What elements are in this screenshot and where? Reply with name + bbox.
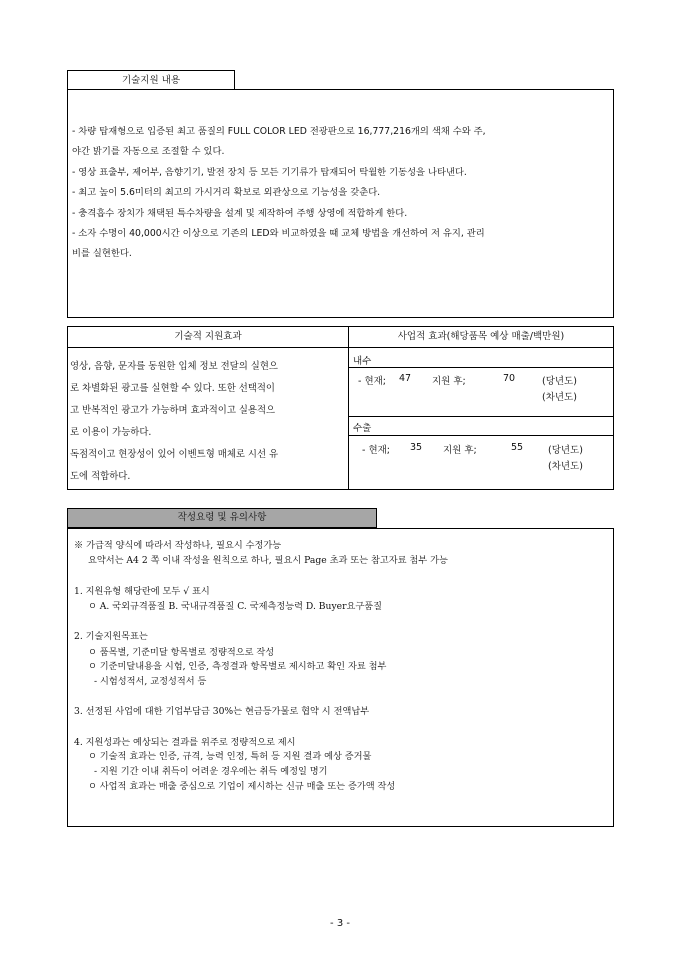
tech-support-line: - 충격흡수 장치가 채택된 특수차량을 설계 및 제작하여 주행 상영에 적합하게 한다.	[72, 207, 408, 219]
export-after-value: 55	[511, 442, 524, 453]
export-year-next: (차년도)	[548, 461, 583, 472]
guide-title: 작성요령 및 유의사항	[67, 508, 377, 528]
guide-line: ㅇ 기술적 효과는 인증, 규격, 능력 인정, 특허 등 지원 결과 예상 증거물	[88, 751, 372, 762]
tech-support-line: - 영상 표출부, 제어부, 음향기기, 발전 장치 등 모든 기기류가 탑재되어 탁월한 기동성을 나타낸다.	[72, 166, 467, 178]
table-divider	[348, 327, 349, 489]
guide-line: 3. 선정된 사업에 대한 기업부담금 30%는 현금등가물로 협약 시 전액납부	[74, 706, 370, 717]
guide-line: ㅇ 기준미달내용을 시험, 인증, 측정결과 항목별로 제시하고 확인 자료 첨부	[88, 661, 387, 672]
tech-support-title: 기술지원 내용	[67, 70, 235, 89]
guide-line: - 지원 기간 이내 취득이 어려운 경우에는 취득 예정일 명기	[94, 766, 328, 777]
guide-line: 요약서는 A4 2 쪽 이내 작성을 원칙으로 하나, 필요시 Page 초과 또는 참고자료 첨부 가능	[88, 555, 448, 566]
tech-support-line: - 차량 탑재형으로 입증된 최고 품질의 FULL COLOR LED 전광판으로 16,777,216개의 색채 수와 주,	[72, 126, 486, 137]
export-current-value: 35	[410, 442, 423, 453]
domestic-year-next: (차년도)	[542, 392, 577, 403]
business-effect-header: 사업적 효과(해당품목 예상 매출/백만원)	[397, 331, 565, 342]
domestic-after-label: 지원 후;	[432, 376, 466, 387]
tech-effect-header: 기술적 지원효과	[174, 331, 242, 342]
tech-support-line: 야간 밝기를 자동으로 조절할 수 있다.	[72, 146, 225, 158]
tech-support-line: - 소자 수명이 40,000시간 이상으로 기존의 LED와 비교하였을 때 교체 방법을 개선하여 저 유지, 관리	[72, 228, 485, 240]
tech-support-box	[67, 89, 614, 318]
guide-line: ※ 가급적 양식에 따라서 작성하나, 필요시 수정가능	[74, 540, 282, 551]
page-number: - 3 -	[330, 918, 350, 929]
export-after-label: 지원 후;	[443, 445, 477, 456]
tech-support-content	[72, 122, 609, 265]
domestic-label: 내수	[353, 356, 372, 367]
domestic-divider	[349, 367, 613, 368]
tech-effect-line: 영상, 음향, 문자를 동원한 입체 정보 전달의 실현으	[70, 361, 278, 372]
export-divider	[349, 435, 613, 436]
guide-box	[67, 528, 614, 827]
guide-line: ㅇ 품목별, 기준미달 항목별로 정량적으로 작성	[88, 647, 275, 658]
table-header-divider	[68, 347, 613, 348]
guide-line: ㅇ A. 국외규격품질 B. 국내규격품질 C. 국제측정능력 D. Buyer요구품질	[88, 601, 382, 612]
tech-effect-line: 고 반복적인 광고가 가능하며 효과적이고 실용적으	[70, 405, 276, 416]
guide-line: - 시험성적서, 교정성적서 등	[94, 676, 207, 687]
domestic-current-label: - 현재;	[358, 376, 387, 387]
guide-line: 4. 지원성과는 예상되는 결과를 위주로 정량적으로 제시	[74, 737, 296, 748]
export-year-current: (당년도)	[548, 445, 583, 456]
tech-support-line: 비를 실현한다.	[72, 248, 132, 260]
tech-effect-line: 로 차별화된 광고를 실현할 수 있다. 또한 선택적이	[70, 383, 275, 394]
export-label: 수출	[353, 423, 372, 434]
domestic-current-value: 47	[399, 373, 412, 384]
tech-effect-line: 독점적이고 현장성이 있어 이벤트형 매체로 시선 유	[70, 449, 279, 460]
tech-effect-line: 로 이용이 가능하다.	[70, 427, 152, 438]
export-top-divider	[349, 416, 613, 417]
tech-support-line: - 최고 높이 5.6미터의 최고의 가시거리 확보로 외관상으로 기능성을 갖춘다.	[72, 187, 381, 199]
domestic-year-current: (당년도)	[542, 376, 577, 387]
domestic-after-value: 70	[503, 373, 516, 384]
guide-line: ㅇ 사업적 효과는 매출 중심으로 기업이 제시하는 신규 매출 또는 증가액 작성	[88, 781, 396, 792]
tech-effect-text	[70, 356, 344, 488]
export-current-label: - 현재;	[362, 445, 391, 456]
effects-table	[67, 326, 614, 490]
guide-line: 1. 지원유형 해당란에 모두 √ 표시	[74, 586, 210, 597]
guide-line: 2. 기술지원목표는	[74, 631, 148, 642]
tech-effect-line: 도에 적합하다.	[70, 471, 131, 482]
